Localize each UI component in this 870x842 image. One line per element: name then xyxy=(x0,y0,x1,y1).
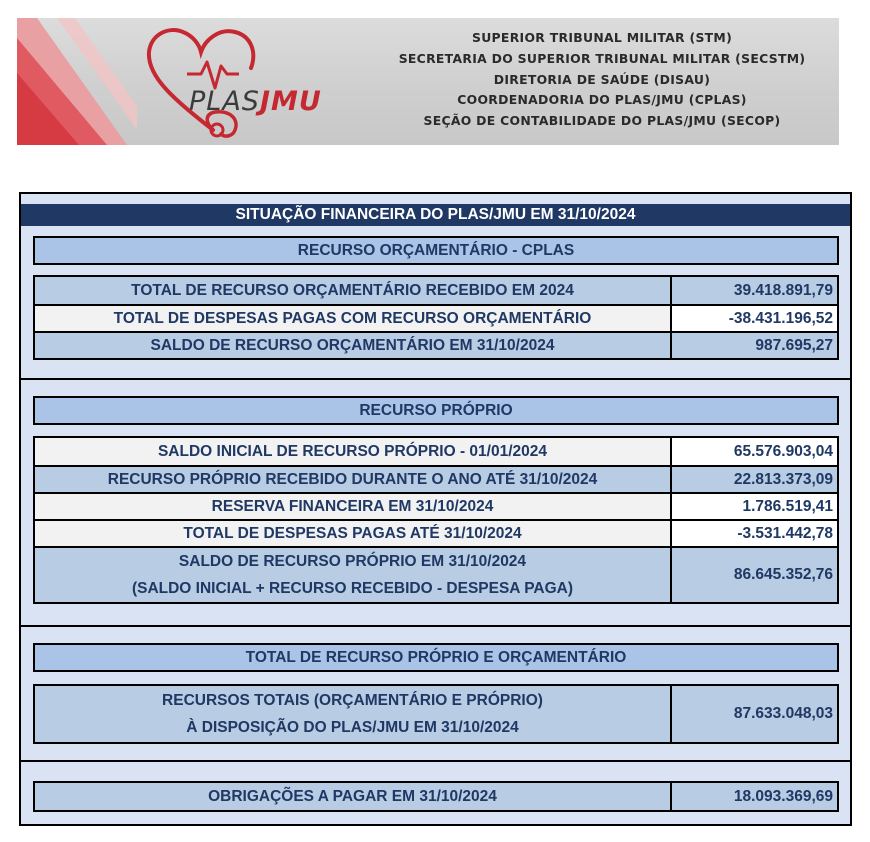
row-label-line-1: RECURSOS TOTAIS (ORÇAMENTÁRIO E PRÓPRIO) xyxy=(162,692,543,709)
org-line-2: SECRETARIA DO SUPERIOR TRIBUNAL MILITAR (SECSTM) xyxy=(398,50,806,66)
section-heading-orcamentario: RECURSO ORÇAMENTÁRIO - CPLAS xyxy=(33,236,839,265)
logo-wordmark xyxy=(189,86,322,117)
table-total xyxy=(33,684,839,744)
table-row xyxy=(35,277,837,304)
row-label: OBRIGAÇÕES A PAGAR EM 31/10/2024 xyxy=(35,783,672,810)
row-value: 86.645.352,76 xyxy=(672,548,837,602)
row-label-line-2: À DISPOSIÇÃO DO PLAS/JMU EM 31/10/2024 xyxy=(186,719,519,736)
row-value: 18.093.369,69 xyxy=(672,783,837,810)
row-label: TOTAL DE DESPESAS PAGAS ATÉ 31/10/2024 xyxy=(35,521,672,546)
org-line-4: COORDENADORIA DO PLAS/JMU (CPLAS) xyxy=(457,92,747,108)
table-row xyxy=(35,331,837,358)
row-label: RESERVA FINANCEIRA EM 31/10/2024 xyxy=(35,494,672,519)
table-row xyxy=(35,465,837,492)
row-value: 87.633.048,03 xyxy=(672,686,837,742)
table-row xyxy=(35,546,837,602)
row-label xyxy=(35,686,672,742)
table-row xyxy=(35,519,837,546)
row-label xyxy=(35,548,672,602)
row-label: TOTAL DE DESPESAS PAGAS COM RECURSO ORÇAMENTÁRIO xyxy=(35,306,672,331)
org-line-3: DIRETORIA DE SAÚDE (DISAU) xyxy=(493,71,711,87)
section-divider xyxy=(21,378,850,380)
section-heading-total: TOTAL DE RECURSO PRÓPRIO E ORÇAMENTÁRIO xyxy=(33,643,839,672)
row-label-line-2: (SALDO INICIAL + RECURSO RECEBIDO - DESPESA PAGA) xyxy=(131,580,574,597)
financial-report-panel xyxy=(19,192,852,826)
section-divider xyxy=(21,625,850,627)
row-label: SALDO DE RECURSO ORÇAMENTÁRIO EM 31/10/2024 xyxy=(35,333,672,358)
logo-text-plas: PLAS xyxy=(189,86,260,117)
row-value: 65.576.903,04 xyxy=(672,438,837,465)
header-banner xyxy=(17,18,839,145)
org-line-1: SUPERIOR TRIBUNAL MILITAR (STM) xyxy=(471,30,733,45)
row-label: SALDO INICIAL DE RECURSO PRÓPRIO - 01/01/2024 xyxy=(35,438,672,465)
row-value: -38.431.196,52 xyxy=(672,306,837,331)
row-value: 1.786.519,41 xyxy=(672,494,837,519)
row-label-line-1: SALDO DE RECURSO PRÓPRIO EM 31/10/2024 xyxy=(178,553,527,570)
section-divider xyxy=(21,760,850,762)
row-value: 987.695,27 xyxy=(672,333,837,358)
row-value: 39.418.891,79 xyxy=(672,277,837,304)
table-row xyxy=(35,304,837,331)
logo-text-jmu: JMU xyxy=(259,86,322,117)
row-label: RECURSO PRÓPRIO RECEBIDO DURANTE O ANO ATÉ 31/10/2024 xyxy=(35,467,672,492)
row-label: TOTAL DE RECURSO ORÇAMENTÁRIO RECEBIDO EM 2024 xyxy=(35,277,672,304)
table-proprio xyxy=(33,436,839,604)
section-heading-proprio: RECURSO PRÓPRIO xyxy=(33,396,839,425)
table-row xyxy=(35,686,837,742)
row-value: -3.531.442,78 xyxy=(672,521,837,546)
row-value: 22.813.373,09 xyxy=(672,467,837,492)
table-row xyxy=(35,783,837,810)
table-obrigacoes xyxy=(33,781,839,812)
table-row xyxy=(35,438,837,465)
table-orcamentario xyxy=(33,275,839,360)
red-triangle-decoration xyxy=(17,18,137,145)
table-row xyxy=(35,492,837,519)
org-line-5: SEÇÃO DE CONTABILIDADE DO PLAS/JMU (SECOP) xyxy=(423,113,781,129)
organization-lines xyxy=(357,28,839,132)
report-title: SITUAÇÃO FINANCEIRA DO PLAS/JMU EM 31/10/2024 xyxy=(21,204,850,226)
heart-stethoscope-logo-icon xyxy=(135,22,365,142)
